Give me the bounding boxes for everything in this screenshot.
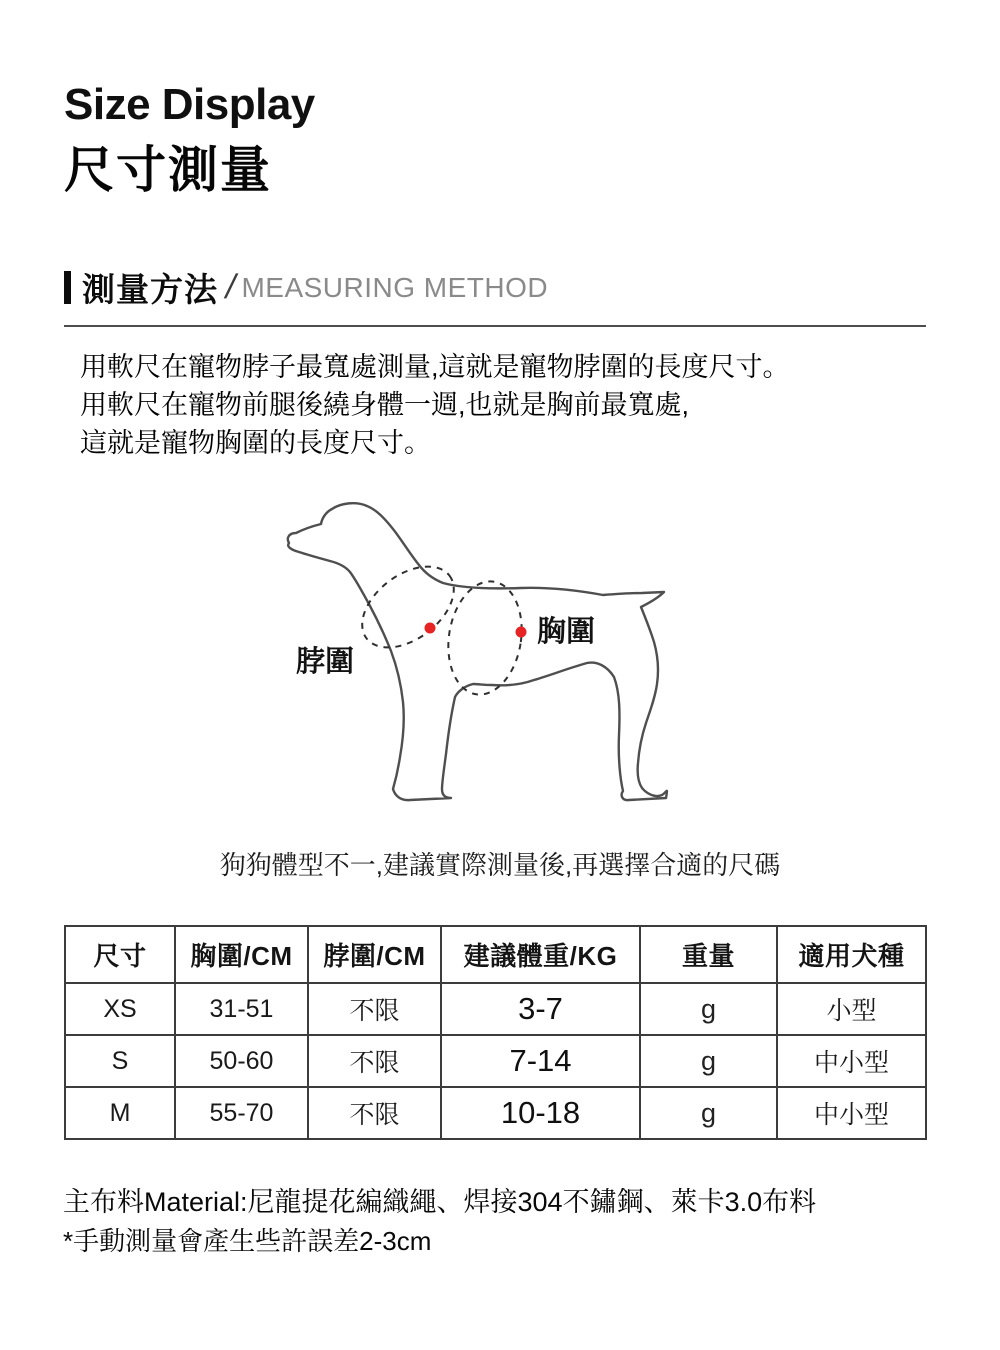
col-header-size: 尺寸 (65, 926, 175, 983)
cell-chest: 31-51 (175, 983, 308, 1035)
table-header-row (65, 926, 926, 983)
col-header-weight: 重量 (640, 926, 777, 983)
cell-weight: g (640, 1035, 777, 1087)
chest-marker-dot (516, 627, 527, 638)
table-row-m (65, 1087, 926, 1139)
table-row-s (65, 1035, 926, 1087)
size-chart-table (64, 925, 927, 1140)
page-title-en: Size Display (64, 80, 315, 129)
instruction-line: 用軟尺在寵物前腿後繞身體一週,也就是胸前最寬處, (80, 390, 690, 420)
cell-weight-range: 3-7 (441, 983, 640, 1035)
material-info: 主布料Material:尼龍提花編織繩、焊接304不鏽鋼、萊卡3.0布料 (63, 1187, 817, 1217)
table-row-xs (65, 983, 926, 1035)
instruction-line: 這就是寵物胸圍的長度尺寸。 (80, 428, 431, 458)
cell-chest: 55-70 (175, 1087, 308, 1139)
cell-weight-range: 7-14 (441, 1035, 640, 1087)
neck-girth-label: 脖圍 (296, 646, 355, 678)
cell-chest: 50-60 (175, 1035, 308, 1087)
measuring-method-header (64, 264, 926, 327)
neck-girth-ellipse (347, 550, 469, 664)
cell-weight: g (640, 983, 777, 1035)
col-header-breed: 適用犬種 (777, 926, 926, 983)
cell-breed: 小型 (777, 983, 926, 1035)
section-heading-zh: 測量方法 (82, 271, 218, 308)
dog-outline-illustration (270, 495, 690, 815)
heading-slash: / (222, 268, 240, 306)
chest-girth-ellipse (441, 576, 530, 700)
cell-neck: 不限 (308, 983, 441, 1035)
section-heading-en: MEASURING METHOD (241, 271, 549, 303)
heading-accent-bar (64, 271, 71, 304)
col-header-neck: 脖圍/CM (308, 926, 441, 983)
chest-girth-label: 胸圍 (537, 616, 596, 648)
cell-neck: 不限 (308, 1087, 441, 1139)
cell-breed: 中小型 (777, 1035, 926, 1087)
cell-size: M (65, 1087, 175, 1139)
cell-breed: 中小型 (777, 1087, 926, 1139)
cell-weight: g (640, 1087, 777, 1139)
dog-measurement-diagram (270, 495, 690, 815)
col-header-chest: 胸圍/CM (175, 926, 308, 983)
sizing-advice-note: 狗狗體型不一,建議實際測量後,再選擇合適的尺碼 (219, 850, 781, 880)
neck-marker-dot (425, 623, 436, 634)
measuring-instructions (80, 348, 790, 462)
measurement-tolerance-note: *手動測量會產生些許誤差2-3cm (63, 1226, 432, 1256)
cell-weight-range: 10-18 (441, 1087, 640, 1139)
cell-size: S (65, 1035, 175, 1087)
cell-neck: 不限 (308, 1035, 441, 1087)
col-header-weight-range: 建議體重/KG (441, 926, 640, 983)
cell-size: XS (65, 983, 175, 1035)
page-title-zh: 尺寸測量 (64, 142, 272, 198)
instruction-line: 用軟尺在寵物脖子最寬處測量,這就是寵物脖圍的長度尺寸。 (80, 352, 790, 382)
